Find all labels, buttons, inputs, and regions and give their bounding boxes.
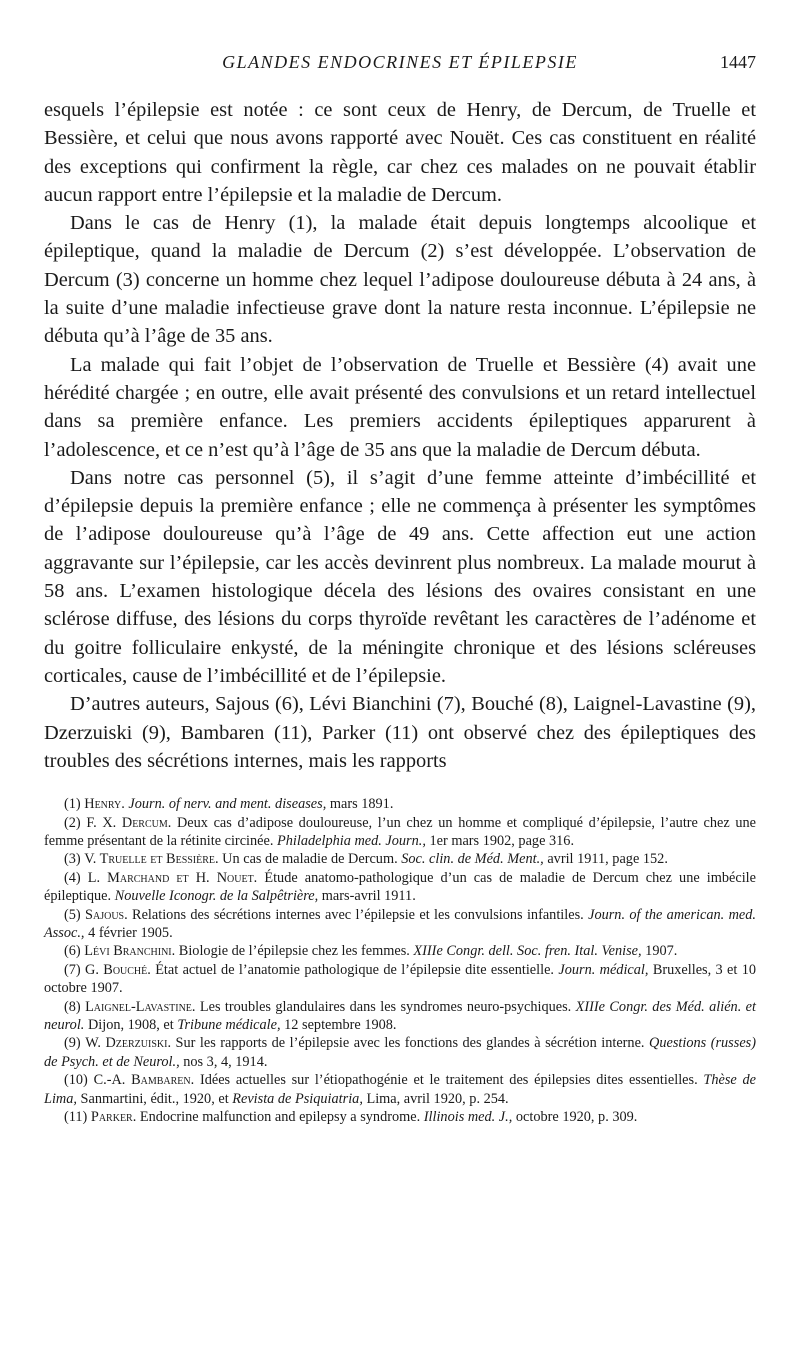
footnote-text: Étude anatomo-pathologique d’un cas de maladie de Dercum chez une imbécile épileptique.	[44, 869, 756, 905]
footnote-number: (7)	[64, 961, 81, 978]
footnote-text: Relations des sécrétions internes avec l’épilepsie et les convulsions infantiles.	[127, 906, 589, 923]
footnote	[44, 814, 756, 851]
footnote-text: 1er mars 1902, page 316.	[425, 832, 575, 849]
paragraph: esquels l’épilepsie est notée : ce sont ceux de Henry, de Dercum, de Truelle et Bessière, et celui que nous avons rapporté avec Nouët. Ces cas constituent en réalité des exceptions qui confirment la règle, car chez ces malades on ne pouvait établir aucun rapport entre l’épilepsie et la maladie de Dercum.	[44, 99, 756, 206]
paragraph: Dans le cas de Henry (1), la malade était depuis longtemps alcoolique et épileptique, quand la maladie de Dercum (2) s’est développée. L’observation de Dercum (3) concerne un homme chez lequel l’adipose douloureuse débuta à 24 ans, à la suite d’une maladie infectieuse grave dont la nature resta inconnue. L’épilepsie ne débuta qu’à l’âge de 35 ans.	[44, 212, 756, 348]
footnote-number: (11)	[64, 1109, 88, 1126]
footnote-text: octobre 1920, p. 309.	[512, 1109, 638, 1126]
footnote-journal: Nouvelle Iconogr. de la Salpêtrière,	[114, 888, 319, 905]
footnote-number: (1)	[64, 796, 81, 813]
footnote-author: W. Dzerzuiski.	[85, 1035, 172, 1052]
paragraph: La malade qui fait l’objet de l’observation de Truelle et Bessière (4) avait une hérédité chargée ; en outre, elle avait présenté des convulsions et un retard intellectuel dans sa première enfance. Les premiers accidents épileptiques apparurent à l’adolescence, et ce n’est qu’à l’âge de 35 ans que la maladie de Dercum débuta.	[44, 353, 756, 461]
footnote	[44, 795, 756, 813]
footnote-journal: Illinois med. J.,	[423, 1109, 513, 1126]
footnote	[44, 998, 756, 1035]
footnote-author: C.-A. Bambaren.	[93, 1072, 195, 1089]
footnote-author: Lévi Branchini.	[84, 943, 176, 960]
running-head	[44, 52, 756, 80]
footnote	[44, 961, 756, 998]
footnote-number: (9)	[64, 1035, 81, 1052]
footnote-text: nos 3, 4, 1914.	[179, 1053, 268, 1070]
footnote-text: Biologie de l’épilepsie chez les femmes.	[175, 943, 414, 960]
footnote-journal: Journ. médical,	[558, 961, 649, 978]
footnote-journal: Revista de Psiquiatria,	[232, 1090, 363, 1107]
footnote-number: (2)	[64, 814, 81, 831]
footnote-journal: Questions (russes) de Psych. et de Neurol.,	[44, 1035, 756, 1070]
running-title: GLANDES ENDOCRINES ET ÉPILEPSIE	[222, 52, 578, 72]
footnote-number: (10)	[64, 1072, 88, 1089]
footnote-journal: Journ. of the american. med. Assoc.,	[44, 906, 756, 941]
footnote-author: L. Marchand et H. Nouet.	[87, 869, 258, 886]
footnote-journal: Soc. clin. de Méd. Ment.,	[401, 851, 544, 868]
footnote	[44, 850, 756, 868]
footnote-text: 4 février 1905.	[84, 924, 173, 941]
footnote-text: État actuel de l’anatomie pathologique de l’épilepsie dite essentielle.	[150, 961, 559, 978]
footnote-author: F. X. Dercum.	[86, 814, 172, 831]
footnote-journal: Tribune médicale,	[177, 1017, 281, 1033]
footnote-journal: Journ. of nerv. and ment. diseases,	[128, 796, 327, 813]
footnote-text: 1907.	[641, 943, 678, 960]
paragraph: Dans notre cas personnel (5), il s’agit d’une femme atteinte d’imbécillité et d’épilepsie depuis la première enfance ; elle ne commença à présenter les symptômes de l’adipose douloureuse qu’à l’âge de 49 ans. Cette affection eut une action aggravante sur l’épilepsie, car les accès devinrent plus nombreux. La malade mourut à 58 ans. L’examen histologique décela des lésions des ovaires consistant en une sclérose diffuse, des lésions du corps thyroïde revêtant les caractères de l’adénome et du goitre folliculaire enkysté, de la méningite chronique et des lésions scléreuses corticales, cause de l’imbécillité et de l’épilepsie.	[44, 466, 756, 687]
footnote-text: Un cas de maladie de Dercum.	[218, 851, 402, 868]
body-text	[44, 96, 756, 775]
footnote-text: Idées actuelles sur l’étiopathogénie et le traitement des épilepsies dites essentielles.	[194, 1072, 704, 1089]
footnote-text: Lima, avril 1920, p. 254.	[362, 1090, 509, 1107]
footnote	[44, 1071, 756, 1108]
footnote	[44, 1108, 756, 1126]
footnote-text: Sur les rapports de l’épilepsie avec les fonctions des glandes à sécrétion interne.	[171, 1035, 650, 1052]
footnote-text: Endocrine malfunction and epilepsy a syndrome.	[136, 1109, 424, 1126]
footnote-journal: Philadelphia med. Journ.,	[277, 832, 426, 849]
footnote-author: Laignel-Lavastine.	[85, 998, 196, 1015]
document-page	[44, 52, 756, 1126]
footnote-author: G. Bouché.	[85, 961, 151, 978]
footnote-text: Bruxelles, 3 et 10 octobre 1907.	[44, 961, 756, 997]
footnote-text: avril 1911, page 152.	[543, 851, 668, 868]
footnote-text: Sanmartini, édit., 1920, et	[76, 1090, 233, 1107]
footnote-text: Dijon, 1908, et	[84, 1017, 178, 1033]
footnote-text: 12 septembre 1908.	[280, 1017, 397, 1033]
footnote-journal: Thèse de Lima,	[44, 1072, 756, 1107]
footnote-text: mars-avril 1911.	[318, 888, 416, 905]
footnote-author: Sajous.	[85, 906, 128, 923]
footnotes	[44, 795, 756, 1126]
footnote	[44, 869, 756, 906]
footnote	[44, 1034, 756, 1071]
footnote-text: mars 1891.	[326, 796, 394, 813]
footnote-number: (5)	[64, 906, 81, 923]
paragraph: D’autres auteurs, Sajous (6), Lévi Bianchini (7), Bouché (8), Laignel-Lavastine (9), Dzerzuiski (9), Bambaren (11), Parker (11) ont observé chez des épileptiques des troubles des sécrétions internes, mais les rapports	[44, 693, 756, 772]
page-number: 1447	[720, 52, 756, 72]
footnote	[44, 942, 756, 960]
footnote-author: Parker.	[90, 1109, 137, 1126]
footnote-author: V. Truelle et Bessière.	[84, 851, 219, 868]
footnote-number: (6)	[64, 943, 81, 960]
footnote-number: (8)	[64, 998, 81, 1015]
footnote-text: Les troubles glandulaires dans les syndromes neuro-psychiques.	[195, 998, 576, 1015]
footnote	[44, 906, 756, 943]
footnote-journal: XIIIe Congr. dell. Soc. fren. Ital. Venise,	[413, 943, 642, 960]
footnote-number: (3)	[64, 851, 81, 868]
footnote-number: (4)	[64, 869, 81, 886]
footnote-text: Deux cas d’adipose douloureuse, l’un chez un homme et compliqué d’épilepsie, l’autre chez une femme présentant de la rétinite circinée.	[44, 814, 756, 849]
footnote-journal: XIIIe Congr. des Méd. alién. et neurol.	[44, 998, 756, 1033]
footnote-author: Henry.	[84, 796, 125, 813]
